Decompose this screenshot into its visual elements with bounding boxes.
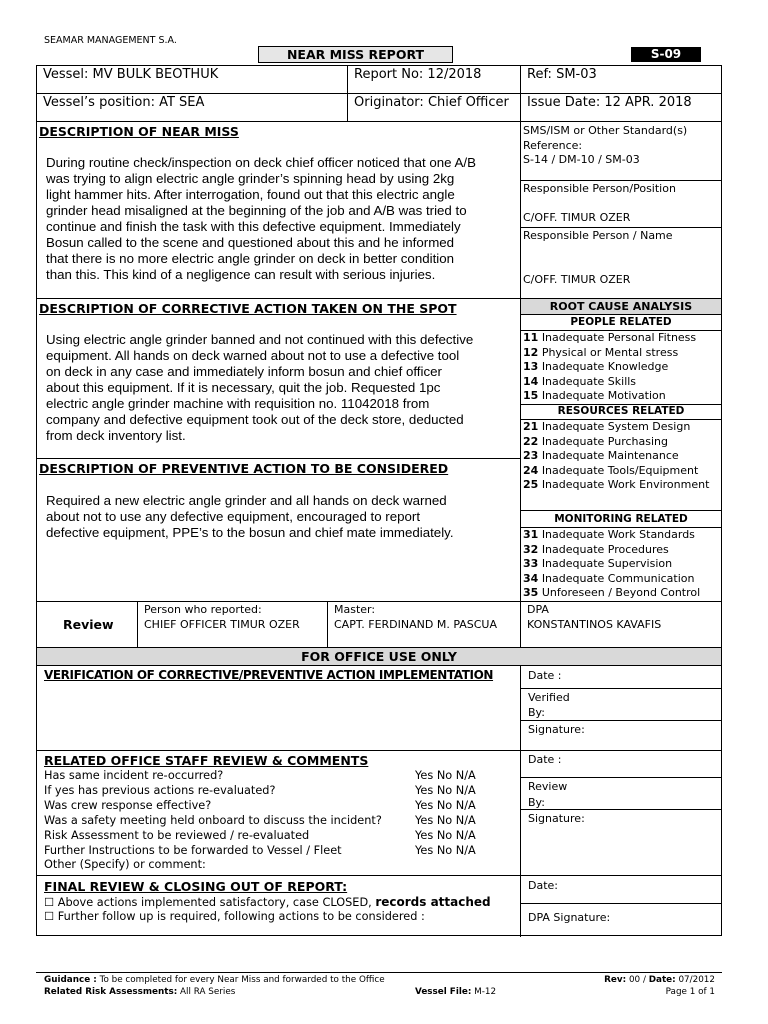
yes-no-na-options[interactable]: Yes No N/A xyxy=(415,784,476,797)
root-cause-item: 11 Inadequate Personal Fitness xyxy=(523,331,697,344)
near-miss-heading: DESCRIPTION OF NEAR MISS xyxy=(39,124,239,139)
review-by-by: By: xyxy=(528,796,545,809)
root-cause-item: 22 Inadequate Purchasing xyxy=(523,434,668,448)
verified-by-label: By: xyxy=(528,706,545,719)
root-cause-item: 34 Inadequate Communication xyxy=(523,571,695,585)
root-cause-item: 14 Inadequate Skills xyxy=(523,374,637,388)
company-name: SEAMAR MANAGEMENT S.A. xyxy=(44,35,177,46)
staff-question: Risk Assessment to be reviewed / re-evaluated xyxy=(44,829,310,842)
yes-no-na-options[interactable]: Yes No N/A xyxy=(415,829,476,842)
yes-no-na-options[interactable]: Yes No N/A xyxy=(415,769,476,782)
revision-info: Rev: 00 / Date: 07/2012 xyxy=(604,975,715,985)
yes-no-na-options[interactable]: Yes No N/A xyxy=(415,799,476,812)
responsible-position-value: C/OFF. TIMUR OZER xyxy=(523,211,631,224)
responsible-position-label: Responsible Person/Position xyxy=(523,182,676,195)
verified-label: Verified xyxy=(528,691,570,704)
root-cause-item: 35 Unforeseen / Beyond Control xyxy=(523,586,701,599)
staff-review-heading: RELATED OFFICE STAFF REVIEW & COMMENTS xyxy=(44,753,369,768)
report-number: Report No: 12/2018 xyxy=(354,67,482,82)
guidance: Guidance : To be completed for every Near Miss and forwarded to the Office xyxy=(44,975,385,985)
staff-questions xyxy=(44,768,382,858)
monitoring-related-list xyxy=(523,528,700,601)
checkbox-icon[interactable]: ☐ xyxy=(44,910,55,923)
corrective-heading: DESCRIPTION OF CORRECTIVE ACTION TAKEN ON THE SPOT xyxy=(39,301,457,316)
sms-reference: SMS/ISM or Other Standard(s) Reference: S-14 / DM-10 / SM-03 xyxy=(523,124,688,166)
yes-no-na-options[interactable]: Yes No N/A xyxy=(415,844,476,857)
root-cause-item: 24 Inadequate Tools/Equipment xyxy=(523,463,699,477)
resources-related-list xyxy=(523,420,709,493)
verification-signature: Signature: xyxy=(528,723,585,736)
master-value: CAPT. FERDINAND M. PASCUA xyxy=(334,618,498,631)
reported-by-value: CHIEF OFFICER TIMUR OZER xyxy=(144,618,300,631)
master-label: Master: xyxy=(334,603,376,616)
dpa-value: KONSTANTINOS KAVAFIS xyxy=(527,618,662,631)
root-cause-item: 12 Physical or Mental stress xyxy=(523,345,679,359)
office-use-title: FOR OFFICE USE ONLY xyxy=(301,649,457,664)
root-cause-item: 32 Inadequate Procedures xyxy=(523,542,669,556)
people-related-list xyxy=(523,331,696,404)
staff-review-date: Date : xyxy=(528,753,562,766)
final-date: Date: xyxy=(528,879,558,892)
corrective-description: Using electric angle grinder banned and not continued with this defective equipment. All hands on deck warned about not to use a defective tool on deck in any case and immediately inform bosun and chief officer about this equipment. If it is necessary, quit the job. Requested 1pc electric angle grinder machine with requisition no. 11042018 from company and defective equipment took out of the deck store, deducted from deck inventory list. xyxy=(46,332,474,443)
originator: Originator: Chief Officer xyxy=(354,95,509,110)
staff-answers xyxy=(415,768,476,858)
vessel-position: Vessel’s position: AT SEA xyxy=(43,95,205,110)
verification-date: Date : xyxy=(528,669,562,682)
root-cause-item: 33 Inadequate Supervision xyxy=(523,557,673,570)
reference: Ref: SM-03 xyxy=(527,67,597,82)
responsible-name-label: Responsible Person / Name xyxy=(523,229,673,242)
preventive-heading: DESCRIPTION OF PREVENTIVE ACTION TO BE CONSIDERED xyxy=(39,461,449,476)
related-risk-assessments: Related Risk Assessments: All RA Series xyxy=(44,987,236,997)
checkbox-icon[interactable]: ☐ xyxy=(44,896,55,909)
page-number: Page 1 of 1 xyxy=(665,987,715,997)
review-label: Review xyxy=(63,617,114,632)
final-review-heading: FINAL REVIEW & CLOSING OUT OF REPORT: xyxy=(44,879,348,894)
vessel-file: Vessel File: M-12 xyxy=(415,987,497,997)
staff-question: If yes has previous actions re-evaluated? xyxy=(44,784,276,797)
root-cause-item: 15 Inadequate Motivation xyxy=(523,389,666,402)
people-related-title: PEOPLE RELATED xyxy=(570,316,672,328)
preventive-description: Required a new electric angle grinder and all hands on deck warned about not to use any defective equipment, encouraged to report defective equipment, PPE’s to the bosun and chief mate immediately. xyxy=(46,493,454,540)
close-case-option[interactable]: ☐ Above actions implemented satisfactory, case CLOSED, records attached xyxy=(44,895,491,909)
staff-question: Was a safety meeting held onboard to discuss the incident? xyxy=(44,814,382,827)
form-code: S-09 xyxy=(631,47,701,62)
root-cause-item: 31 Inadequate Work Standards xyxy=(523,528,695,541)
review-by-label: Review xyxy=(528,780,568,793)
staff-question: Was crew response effective? xyxy=(44,799,212,812)
monitoring-related-title: MONITORING RELATED xyxy=(554,513,688,525)
dpa-signature: DPA Signature: xyxy=(528,911,611,924)
vessel-name: Vessel: MV BULK BEOTHUK xyxy=(43,67,219,82)
reported-by-label: Person who reported: xyxy=(144,603,262,616)
yes-no-na-options[interactable]: Yes No N/A xyxy=(415,814,476,827)
responsible-name-value: C/OFF. TIMUR OZER xyxy=(523,273,631,286)
staff-review-signature: Signature: xyxy=(528,812,585,825)
resources-related-title: RESOURCES RELATED xyxy=(557,405,685,417)
root-cause-item: 13 Inadequate Knowledge xyxy=(523,360,669,373)
dpa-label: DPA xyxy=(527,603,549,616)
other-comment-label: Other (Specify) or comment: xyxy=(44,858,206,871)
staff-question: Has same incident re-occurred? xyxy=(44,769,224,782)
root-cause-title: ROOT CAUSE ANALYSIS xyxy=(549,300,693,313)
root-cause-item: 25 Inadequate Work Environment xyxy=(523,478,710,491)
staff-question: Further Instructions to be forwarded to Vessel / Fleet xyxy=(44,844,342,857)
verification-heading: VERIFICATION OF CORRECTIVE/PREVENTIVE ACTION IMPLEMENTATION xyxy=(44,668,494,682)
root-cause-item: 23 Inadequate Maintenance xyxy=(523,449,679,462)
follow-up-option[interactable]: ☐ Further follow up is required, following actions to be considered : xyxy=(44,910,425,923)
root-cause-item: 21 Inadequate System Design xyxy=(523,420,691,433)
issue-date: Issue Date: 12 APR. 2018 xyxy=(527,95,692,110)
near-miss-description: During routine check/inspection on deck chief officer noticed that one A/B was trying to align electric angle grinder’s spinning head by using 2kg light hammer hits. After interrogation, found out that this electric angle grinder head misaligned at the beginning of the job and A/B was tried to continue and finish the task with this defective equipment. Immediately Bosun called to the scene and questioned about this and he informed that there is no more electric angle grinder on deck in better condition than this. This kind of a negligence can result with serious injuries. xyxy=(46,155,476,282)
report-title: NEAR MISS REPORT xyxy=(258,46,453,63)
